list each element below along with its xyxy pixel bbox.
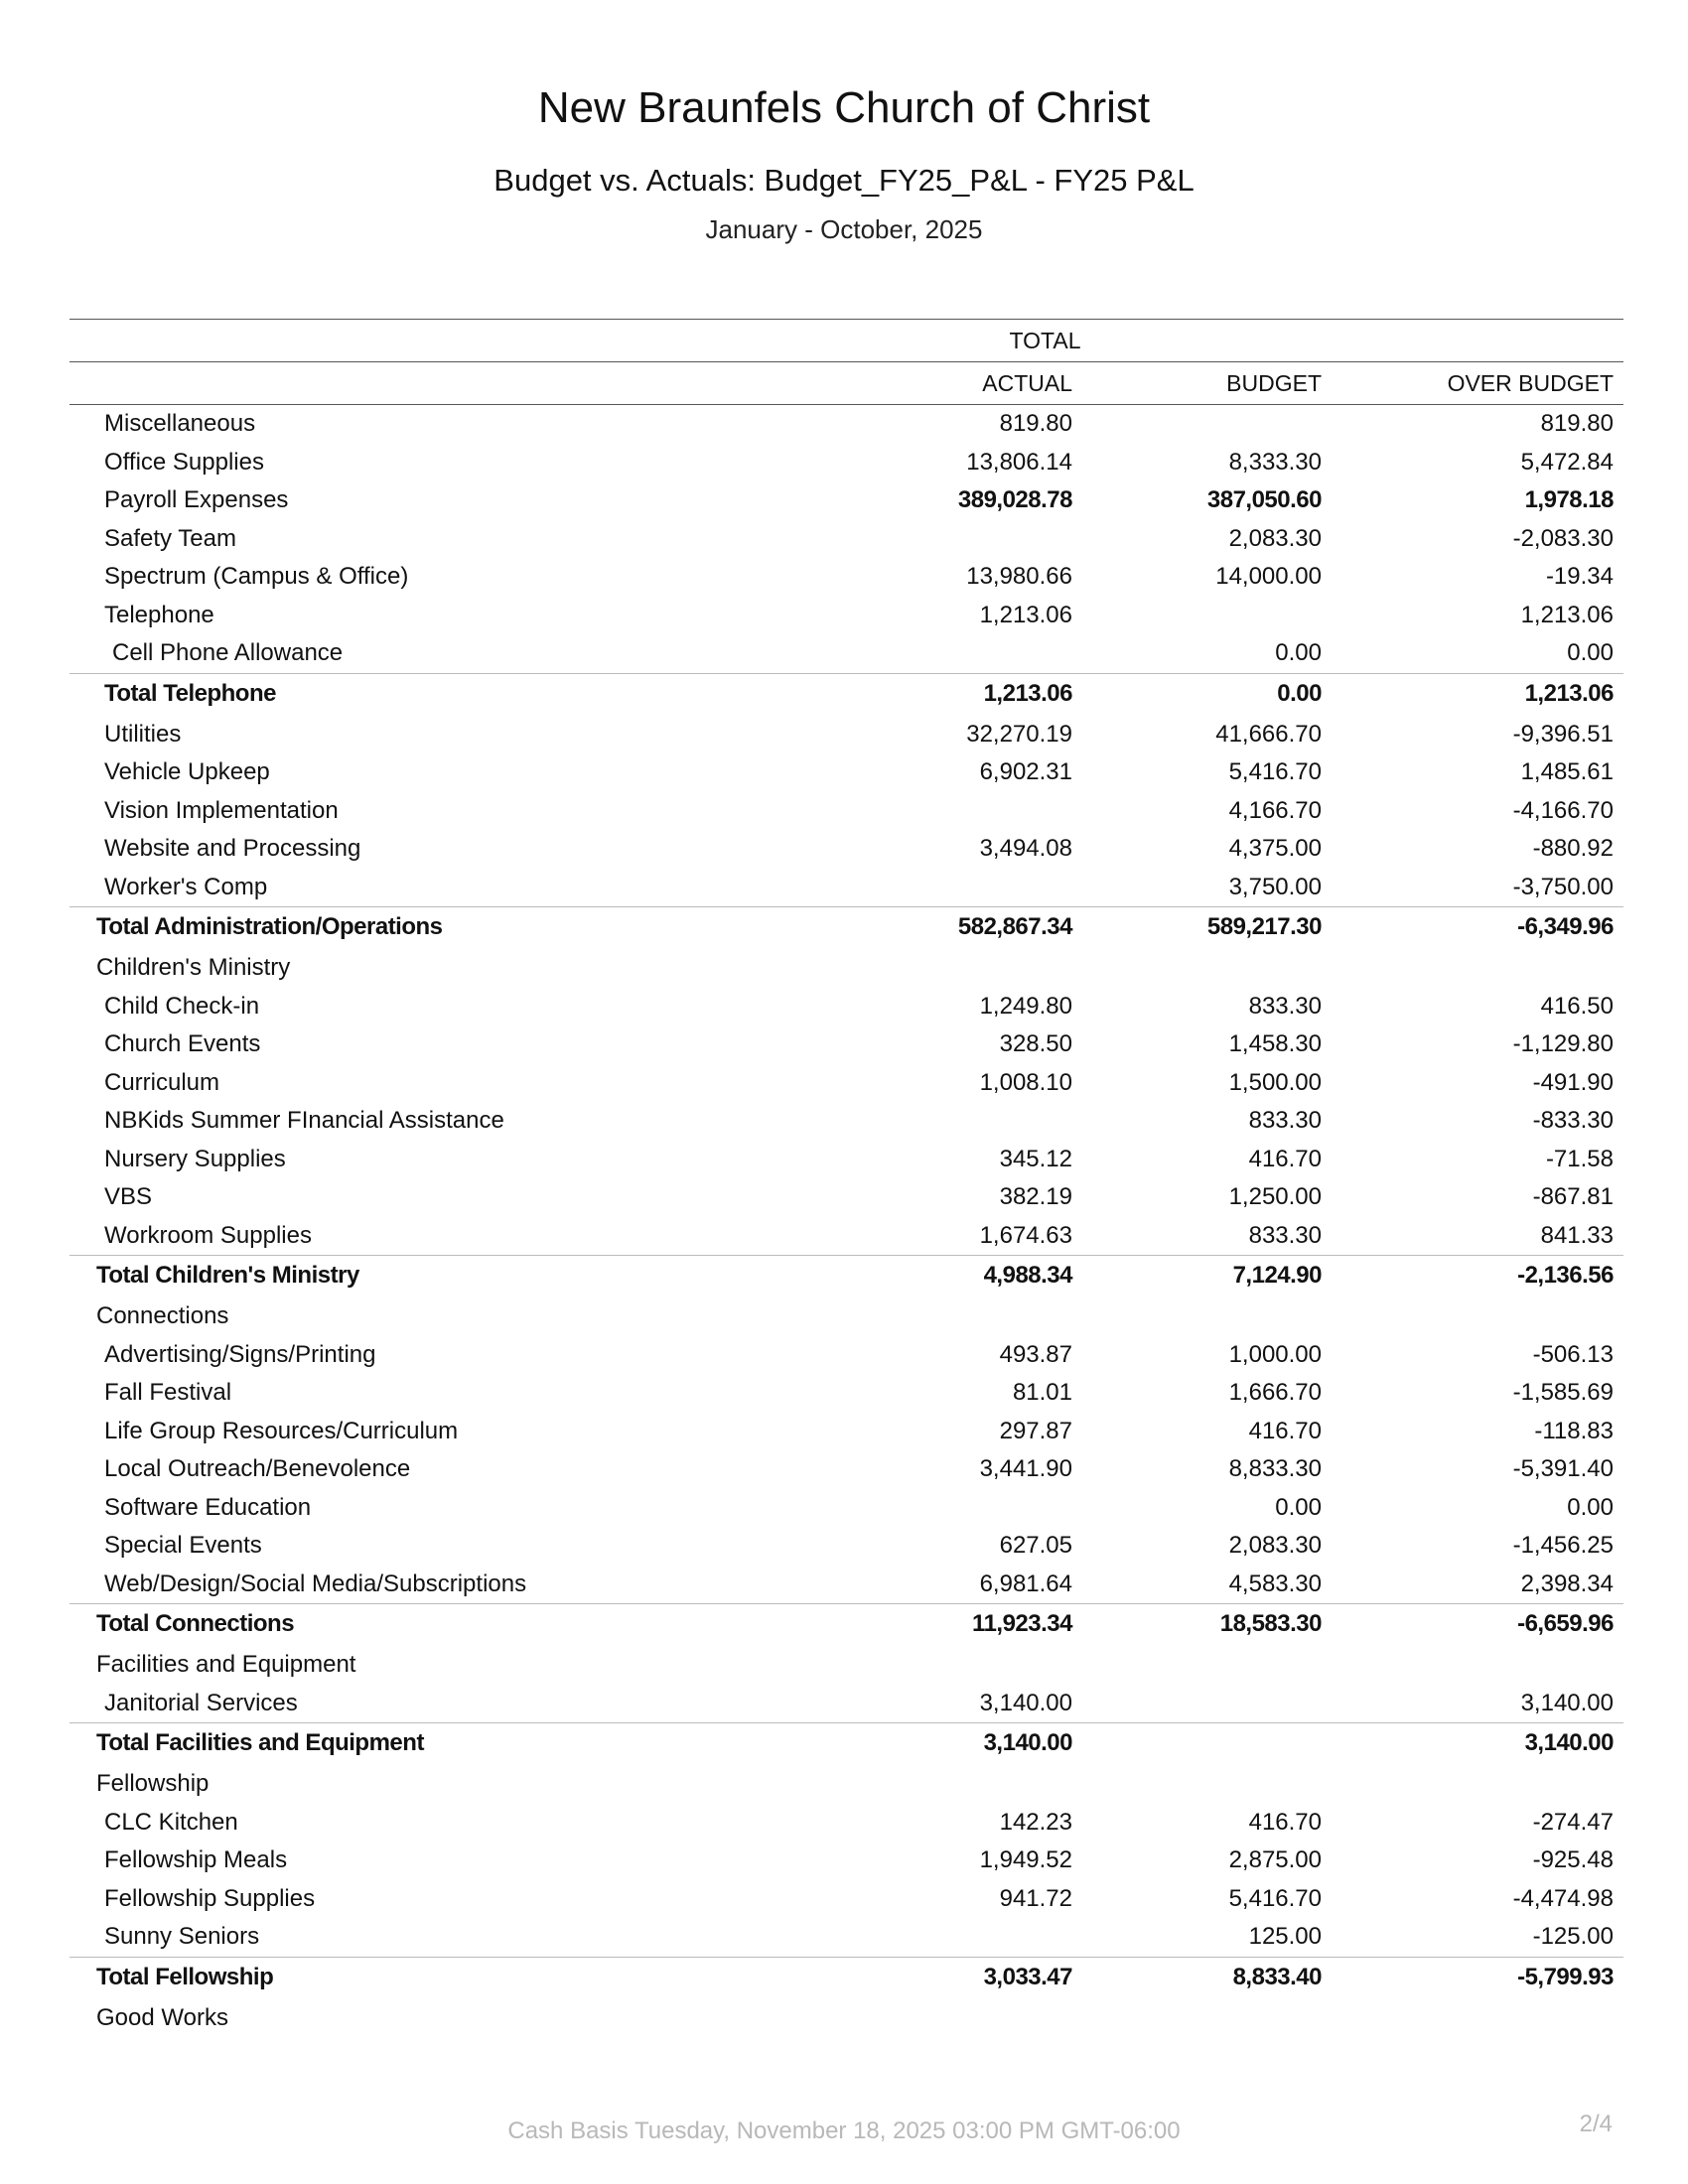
budget-value: 4,375.00 bbox=[1228, 835, 1322, 862]
row-label: Connections bbox=[96, 1302, 229, 1329]
actual-value: 6,981.64 bbox=[979, 1570, 1072, 1597]
table-row bbox=[70, 558, 1623, 597]
row-label: Church Events bbox=[104, 1030, 261, 1057]
actual-value: 297.87 bbox=[999, 1417, 1072, 1444]
row-label: Cell Phone Allowance bbox=[112, 639, 344, 666]
budget-value: 387,050.60 bbox=[1206, 486, 1322, 513]
over-budget-value: 819.80 bbox=[1540, 410, 1614, 437]
budget-value: 2,083.30 bbox=[1228, 1532, 1322, 1559]
row-label: Software Education bbox=[104, 1493, 312, 1521]
table-row bbox=[70, 1178, 1623, 1217]
over-budget-column-header: OVER BUDGET bbox=[1447, 370, 1614, 396]
table-row bbox=[70, 1489, 1623, 1528]
actual-value: 941.72 bbox=[999, 1884, 1072, 1912]
row-label: Utilities bbox=[104, 720, 182, 748]
actual-value: 6,902.31 bbox=[979, 758, 1072, 785]
over-budget-value: -925.48 bbox=[1532, 1846, 1614, 1873]
budget-value: 833.30 bbox=[1248, 1221, 1322, 1249]
row-label: Total Children's Ministry bbox=[96, 1262, 359, 1289]
total-row bbox=[70, 1603, 1623, 1646]
table-row bbox=[70, 753, 1623, 792]
page-number: 2/4 bbox=[1579, 2111, 1613, 2137]
row-label: Payroll Expenses bbox=[104, 486, 289, 513]
row-label: Nursery Supplies bbox=[104, 1145, 286, 1172]
row-label: Total Facilities and Equipment bbox=[96, 1729, 424, 1756]
over-budget-value: -5,799.93 bbox=[1517, 1963, 1614, 1990]
total-row bbox=[70, 906, 1623, 949]
over-budget-value: 3,140.00 bbox=[1520, 1689, 1614, 1716]
table-row bbox=[70, 988, 1623, 1026]
row-label: Janitorial Services bbox=[104, 1689, 298, 1716]
budget-value: 833.30 bbox=[1248, 1107, 1322, 1134]
table-row bbox=[70, 1102, 1623, 1141]
actual-value: 3,494.08 bbox=[979, 835, 1072, 862]
over-budget-value: -880.92 bbox=[1532, 835, 1614, 862]
budget-value: 1,250.00 bbox=[1228, 1183, 1322, 1210]
actual-value: 3,441.90 bbox=[979, 1455, 1072, 1482]
actual-value: 627.05 bbox=[999, 1532, 1072, 1559]
budget-value: 14,000.00 bbox=[1215, 563, 1322, 590]
table-row bbox=[70, 1297, 1623, 1336]
row-label: Children's Ministry bbox=[96, 954, 291, 981]
row-label: Fall Festival bbox=[104, 1379, 232, 1406]
budget-value: 8,333.30 bbox=[1228, 448, 1322, 476]
budget-value: 1,666.70 bbox=[1228, 1379, 1322, 1406]
budget-value: 0.00 bbox=[1277, 679, 1322, 707]
actual-value: 345.12 bbox=[999, 1145, 1072, 1172]
table-row bbox=[70, 1804, 1623, 1843]
table-row bbox=[70, 1064, 1623, 1103]
over-budget-value: -491.90 bbox=[1532, 1068, 1614, 1096]
over-budget-value: 5,472.84 bbox=[1520, 448, 1614, 476]
table-row bbox=[70, 1217, 1623, 1256]
actual-column-header: ACTUAL bbox=[982, 370, 1072, 396]
row-label: Vehicle Upkeep bbox=[104, 758, 270, 785]
actual-value: 3,140.00 bbox=[979, 1689, 1072, 1716]
table-row bbox=[70, 792, 1623, 831]
table-row bbox=[70, 830, 1623, 869]
over-budget-value: -3,750.00 bbox=[1512, 873, 1614, 900]
table-body bbox=[70, 405, 1623, 2037]
actual-value: 819.80 bbox=[999, 410, 1072, 437]
actual-value: 382.19 bbox=[999, 1183, 1072, 1210]
over-budget-value: 0.00 bbox=[1567, 1493, 1614, 1521]
row-label: Life Group Resources/Curriculum bbox=[104, 1417, 459, 1444]
table-row bbox=[70, 716, 1623, 754]
over-budget-value: -4,166.70 bbox=[1512, 796, 1614, 824]
over-budget-value: -71.58 bbox=[1545, 1145, 1614, 1172]
actual-value: 1,674.63 bbox=[979, 1221, 1072, 1249]
budget-table bbox=[70, 319, 1623, 2037]
over-budget-value: -867.81 bbox=[1532, 1183, 1614, 1210]
row-label: CLC Kitchen bbox=[104, 1808, 238, 1836]
actual-value: 32,270.19 bbox=[966, 720, 1072, 748]
total-row bbox=[70, 1722, 1623, 1765]
budget-value: 2,875.00 bbox=[1228, 1846, 1322, 1873]
actual-value: 493.87 bbox=[999, 1340, 1072, 1368]
table-row bbox=[70, 1880, 1623, 1919]
budget-value: 589,217.30 bbox=[1206, 913, 1322, 940]
row-label: Telephone bbox=[104, 601, 214, 628]
row-label: VBS bbox=[104, 1183, 153, 1210]
actual-value: 4,988.34 bbox=[983, 1262, 1072, 1289]
row-label: Total Administration/Operations bbox=[96, 913, 443, 940]
table-row bbox=[70, 405, 1623, 444]
table-row bbox=[70, 1025, 1623, 1064]
budget-value: 1,000.00 bbox=[1228, 1340, 1322, 1368]
row-label: NBKids Summer FInancial Assistance bbox=[104, 1107, 504, 1134]
over-budget-value: -2,083.30 bbox=[1512, 524, 1614, 552]
table-row bbox=[70, 1336, 1623, 1375]
over-budget-value: 1,213.06 bbox=[1524, 679, 1614, 707]
table-row bbox=[70, 1999, 1623, 2038]
total-row bbox=[70, 1255, 1623, 1297]
table-row bbox=[70, 869, 1623, 907]
row-label: Total Telephone bbox=[104, 679, 276, 707]
actual-value: 3,140.00 bbox=[983, 1729, 1072, 1756]
row-label: Local Outreach/Benevolence bbox=[104, 1455, 411, 1482]
actual-value: 81.01 bbox=[1012, 1379, 1072, 1406]
table-row bbox=[70, 444, 1623, 482]
over-budget-value: -506.13 bbox=[1532, 1340, 1614, 1368]
row-label: Facilities and Equipment bbox=[96, 1651, 356, 1678]
actual-value: 1,949.52 bbox=[979, 1846, 1072, 1873]
budget-value: 5,416.70 bbox=[1228, 1884, 1322, 1912]
table-row bbox=[70, 1765, 1623, 1804]
table-row bbox=[70, 520, 1623, 559]
table-row bbox=[70, 1413, 1623, 1451]
budget-value: 18,583.30 bbox=[1219, 1610, 1322, 1637]
table-row bbox=[70, 949, 1623, 988]
over-budget-value: -1,129.80 bbox=[1512, 1030, 1614, 1057]
row-label: Vision Implementation bbox=[104, 796, 339, 824]
over-budget-value: -1,585.69 bbox=[1512, 1379, 1614, 1406]
row-label: Office Supplies bbox=[104, 448, 264, 476]
budget-value: 8,833.30 bbox=[1228, 1455, 1322, 1482]
column-headers bbox=[70, 362, 1623, 404]
actual-value: 142.23 bbox=[999, 1808, 1072, 1836]
budget-value: 1,500.00 bbox=[1228, 1068, 1322, 1096]
row-label: Total Connections bbox=[96, 1610, 295, 1637]
over-budget-value: 0.00 bbox=[1567, 639, 1614, 666]
row-label: Special Events bbox=[104, 1532, 262, 1559]
actual-value: 11,923.34 bbox=[972, 1610, 1072, 1637]
organization-title: New Braunfels Church of Christ bbox=[537, 83, 1151, 132]
table-row bbox=[70, 1141, 1623, 1179]
table-row bbox=[70, 1842, 1623, 1880]
over-budget-value: 416.50 bbox=[1540, 992, 1614, 1020]
over-budget-value: 2,398.34 bbox=[1520, 1570, 1614, 1597]
footer-basis-timestamp: Cash Basis Tuesday, November 18, 2025 03:00 PM GMT-06:00 bbox=[507, 2117, 1181, 2144]
budget-value: 0.00 bbox=[1275, 1493, 1322, 1521]
row-label: Good Works bbox=[96, 2003, 228, 2031]
over-budget-value: -833.30 bbox=[1532, 1107, 1614, 1134]
budget-value: 416.70 bbox=[1248, 1417, 1322, 1444]
row-label: Web/Design/Social Media/Subscriptions bbox=[104, 1570, 527, 1597]
over-budget-value: -19.34 bbox=[1545, 563, 1614, 590]
budget-value: 3,750.00 bbox=[1228, 873, 1322, 900]
over-budget-value: -118.83 bbox=[1534, 1417, 1614, 1444]
table-row bbox=[70, 597, 1623, 635]
actual-value: 3,033.47 bbox=[983, 1963, 1072, 1990]
table-row bbox=[70, 1646, 1623, 1685]
row-label: Miscellaneous bbox=[104, 410, 256, 437]
over-budget-value: -1,456.25 bbox=[1512, 1532, 1614, 1559]
row-label: Fellowship Supplies bbox=[104, 1884, 316, 1912]
over-budget-value: -274.47 bbox=[1532, 1808, 1614, 1836]
budget-value: 0.00 bbox=[1275, 639, 1322, 666]
row-label: Worker's Comp bbox=[104, 873, 268, 900]
over-budget-value: 841.33 bbox=[1540, 1221, 1614, 1249]
over-budget-value: 1,978.18 bbox=[1524, 486, 1614, 513]
over-budget-value: -6,659.96 bbox=[1517, 1610, 1614, 1637]
budget-value: 125.00 bbox=[1248, 1923, 1322, 1950]
table-row bbox=[70, 1374, 1623, 1413]
over-budget-value: 3,140.00 bbox=[1524, 1729, 1614, 1756]
over-budget-value: -6,349.96 bbox=[1517, 913, 1614, 940]
table-row bbox=[70, 1527, 1623, 1566]
total-group-label: TOTAL bbox=[1009, 328, 1081, 353]
budget-value: 4,583.30 bbox=[1228, 1570, 1322, 1597]
over-budget-value: 1,485.61 bbox=[1520, 758, 1614, 785]
report-period: January - October, 2025 bbox=[705, 214, 983, 244]
table-row bbox=[70, 1918, 1623, 1957]
over-budget-value: -125.00 bbox=[1532, 1923, 1614, 1950]
table-row bbox=[70, 1566, 1623, 1604]
over-budget-value: -4,474.98 bbox=[1512, 1884, 1614, 1912]
budget-column-header: BUDGET bbox=[1226, 370, 1322, 396]
over-budget-value: 1,213.06 bbox=[1520, 601, 1614, 628]
budget-value: 8,833.40 bbox=[1232, 1963, 1322, 1990]
row-label: Advertising/Signs/Printing bbox=[104, 1340, 376, 1368]
actual-value: 13,980.66 bbox=[966, 563, 1072, 590]
budget-value: 416.70 bbox=[1248, 1145, 1322, 1172]
report-title: Budget vs. Actuals: Budget_FY25_P&L - FY25 P&L bbox=[493, 163, 1195, 198]
total-row bbox=[70, 673, 1623, 716]
row-label: Curriculum bbox=[104, 1068, 220, 1096]
budget-value: 416.70 bbox=[1248, 1808, 1322, 1836]
actual-value: 328.50 bbox=[999, 1030, 1072, 1057]
over-budget-value: -5,391.40 bbox=[1512, 1455, 1614, 1482]
actual-value: 1,249.80 bbox=[979, 992, 1072, 1020]
budget-value: 41,666.70 bbox=[1215, 720, 1322, 748]
row-label: Total Fellowship bbox=[96, 1963, 274, 1990]
over-budget-value: -9,396.51 bbox=[1512, 720, 1614, 748]
actual-value: 582,867.34 bbox=[957, 913, 1072, 940]
row-label: Safety Team bbox=[104, 524, 236, 552]
budget-value: 4,166.70 bbox=[1228, 796, 1322, 824]
table-row bbox=[70, 1450, 1623, 1489]
actual-value: 1,213.06 bbox=[979, 601, 1072, 628]
actual-value: 1,008.10 bbox=[979, 1068, 1072, 1096]
actual-value: 389,028.78 bbox=[957, 486, 1072, 513]
row-label: Sunny Seniors bbox=[104, 1923, 260, 1950]
row-label: Child Check-in bbox=[104, 992, 260, 1020]
budget-value: 5,416.70 bbox=[1228, 758, 1322, 785]
row-label: Website and Processing bbox=[104, 835, 361, 862]
row-label: Workroom Supplies bbox=[104, 1221, 312, 1249]
total-row bbox=[70, 1957, 1623, 1999]
budget-value: 1,458.30 bbox=[1228, 1030, 1322, 1057]
table-row bbox=[70, 1685, 1623, 1723]
row-label: Fellowship bbox=[96, 1770, 210, 1797]
row-label: Spectrum (Campus & Office) bbox=[104, 563, 409, 590]
column-group-header bbox=[70, 320, 1623, 361]
table-row bbox=[70, 634, 1623, 673]
row-label: Fellowship Meals bbox=[104, 1846, 288, 1873]
actual-value: 1,213.06 bbox=[983, 679, 1072, 707]
budget-value: 833.30 bbox=[1248, 992, 1322, 1020]
over-budget-value: -2,136.56 bbox=[1517, 1262, 1614, 1289]
budget-value: 2,083.30 bbox=[1228, 524, 1322, 552]
budget-value: 7,124.90 bbox=[1232, 1262, 1322, 1289]
table-row bbox=[70, 481, 1623, 520]
actual-value: 13,806.14 bbox=[966, 448, 1072, 476]
